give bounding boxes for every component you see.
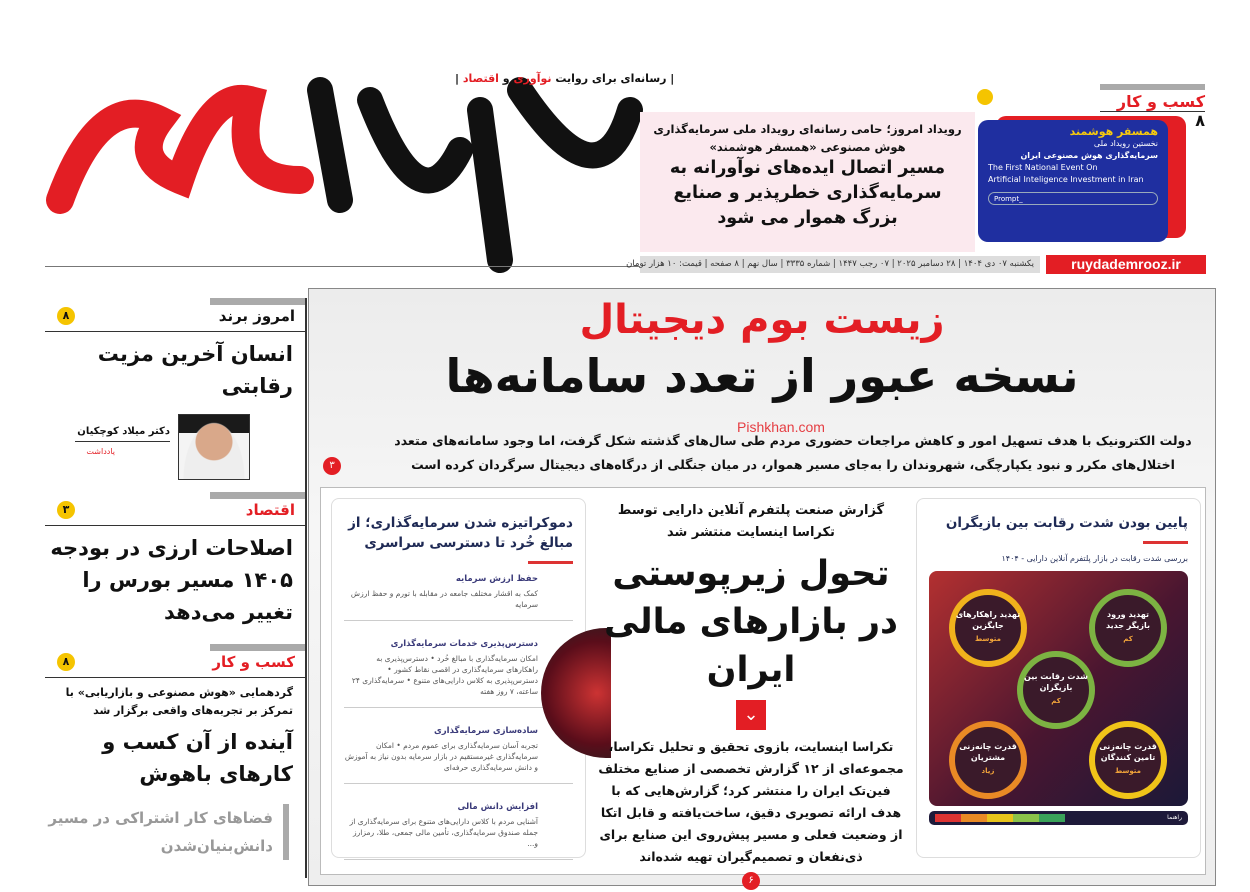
top-section-header[interactable]: کسب و کار ۸: [1100, 84, 1205, 112]
ad-prompt-field: Prompt_: [988, 192, 1158, 205]
section-header-brand[interactable]: امروز برند ۸: [45, 298, 305, 332]
yellow-dot-icon: [977, 89, 993, 105]
infographic-item: افزایش دانش مالی آشنایی مردم با کلاس دارایی‌های متنوع برای سرمایه‌گذاری از جمله صندوق سرمایه‌گذاری، تأمین مالی جمعی، طلا، رمزارز و...: [344, 802, 573, 860]
author-photo: [178, 414, 250, 480]
feature-box: [320, 487, 1206, 886]
tagline: | رسانه‌ای برای روایت نوآوری و اقتصاد |: [455, 72, 675, 85]
ad-line1: نخستین رویداد ملی: [1093, 139, 1158, 148]
force-ring: تهدید ورود بازیگر جدید کم: [1089, 589, 1167, 667]
site-url-link[interactable]: ruydademrooz.ir: [1046, 255, 1206, 274]
promo-subtitle: رویداد امروز؛ حامی رسانه‌ای رویداد ملی سرمایه‌گذاری هوش مصنوعی «همسفر هوشمند»: [653, 122, 962, 154]
divider: [45, 266, 640, 267]
five-forces-diagram: [929, 571, 1188, 806]
infographic-item: حفظ ارزش سرمایه کمک به اقشار مختلف جامعه در مقابله با تورم و حفظ ارزش سرمایه: [344, 574, 573, 621]
author-name: دکتر میلاد کوچکیان: [75, 426, 170, 442]
card-title: دموکراتیزه شدن سرمایه‌گذاری؛ از مبالغ خُرد تا دسترسی سراسری: [348, 515, 573, 551]
legend: راهنما: [929, 811, 1188, 825]
page-badge: ۳: [323, 457, 341, 475]
feature-story: [596, 498, 906, 890]
story-headline[interactable]: تحول زیرپوستی در بازارهای مالی ایران: [604, 554, 898, 690]
section-header-business[interactable]: کسب و کار ۸: [45, 644, 305, 678]
force-ring: شدت رقابت بین بازیگران کم: [1017, 651, 1095, 729]
masthead-logo: [40, 30, 640, 280]
promo-banner[interactable]: [640, 112, 975, 252]
event-ad[interactable]: [978, 120, 1168, 242]
pull-quote[interactable]: فضاهای کار اشتراکی در مسیر دانش‌بنیان‌شدن: [45, 804, 289, 860]
story-subtitle: گزارش صنعت پلتفرم آنلاین دارایی توسط تکراسا اینسایت منتشر شد: [617, 503, 885, 540]
dateline: یکشنبه ۰۷ دی ۱۴۰۴ | ۲۸ دسامبر ۲۰۲۵ | ۰۷ رجب ۱۴۴۷ | شماره ۳۳۳۵ | سال نهم | ۸ صفحه | قیمت: ۱۰ هزار تومان: [640, 256, 1040, 273]
ad-line2: سرمایه‌گذاری هوش مصنوعی ایران: [1020, 151, 1158, 160]
promo-headline: مسیر اتصال ایده‌های نوآورانه به سرمایه‌گذاری خطرپذیر و صنایع بزرگ هموار می شود: [669, 158, 946, 228]
ad-title: همسفر هوشمند: [1069, 125, 1158, 138]
main-headline[interactable]: نسخه عبور از تعدد سامانه‌ها: [445, 349, 1079, 403]
force-ring: قدرت چانه‌زنی مشتریان زیاد: [949, 721, 1027, 799]
main-story-panel: [308, 288, 1216, 886]
economy-headline[interactable]: اصلاحات ارزی در بودجه ۱۴۰۵ مسیر بورس را تغییر می‌دهد: [50, 536, 293, 624]
author-role: یادداشت: [86, 447, 115, 456]
chevron-down-icon: ⌄: [736, 700, 766, 730]
business-headline[interactable]: آینده از آن کسب و کارهای باهوش: [102, 730, 293, 786]
main-summary: دولت الکترونیک با هدف تسهیل امور و کاهش مراجعات حضوری مردم طی سال‌های گذشته شکل گرفت، اما وجود سامانه‌های متعدد اختلال‌های مکرر و نبود یکپارچگی، شهروندان را به‌جای مسیر هموار، در میان جنگلی از درگاه‌های دیجیتال سرگردان کرده است: [394, 433, 1192, 472]
card-subtitle: بررسی شدت رقابت در بازار پلتفرم آنلاین دارایی - ۱۴۰۴: [1001, 554, 1188, 563]
legend-swatches: [935, 814, 1065, 822]
business-subtitle: گردهمایی «هوش مصنوعی و بازاریابی» با تمرکز بر تجربه‌های واقعی برگزار شد: [65, 686, 293, 717]
infographic-item: دسترس‌پذیری خدمات سرمایه‌گذاری امکان سرمایه‌گذاری با مبالغ خُرد • دسترس‌پذیری به راهکارهای سرمایه‌گذاری در اقصی نقاط کشور • دسترس‌پذیری به کلاس دارایی‌های متنوع • سرمایه‌گذاری ۲۴ ساعته، ۷ روز هفته: [344, 639, 573, 708]
left-column: [45, 298, 307, 878]
page-badge: ۶: [742, 872, 760, 890]
infographic-competition: [916, 498, 1201, 858]
story-body: تکراسا اینسایت، بازوی تحقیق و تحلیل تکراسا، مجموعه‌ای از ۱۲ گزارش تخصصی از صنایع مختلف فین‌تک ایران را منتشر کرد؛ گزارش‌هایی که با هدف ارائه تصویری دقیق، ساخت‌یافته و قابل اتکا از وضعیت فعلی و مسیر پیش‌روی این صنایع برای ذی‌نفعان و تصمیم‌گیران تهیه شده‌اند: [598, 739, 904, 864]
main-kicker: زیست بوم دیجیتال: [579, 297, 945, 343]
author-block: [45, 402, 305, 492]
brand-headline[interactable]: انسان آخرین مزیت رقابتی: [97, 342, 293, 398]
ad-en1: The First National Event On: [988, 163, 1098, 172]
watermark: Pishkhan.com: [737, 419, 825, 435]
force-ring: قدرت چانه‌زنی تامین کنندگان متوسط: [1089, 721, 1167, 799]
section-header-economy[interactable]: اقتصاد ۳: [45, 492, 305, 526]
ad-en2: Artificial Inteligence Investment in Iran: [988, 175, 1144, 184]
card-title: پایین بودن شدت رقابت بین بازیگران: [945, 515, 1188, 531]
infographic-item: ساده‌سازی سرمایه‌گذاری تجربه آسان سرمایه‌گذاری برای عموم مردم • امکان سرمایه‌گذاری غیرمستقیم در بازار سرمایه بدون نیاز به آموزش و دانش سرمایه‌گذاری حرفه‌ای: [344, 726, 573, 784]
force-ring: تهدید راهکارهای جایگزین متوسط: [949, 589, 1027, 667]
logo-graphic: [40, 30, 640, 280]
